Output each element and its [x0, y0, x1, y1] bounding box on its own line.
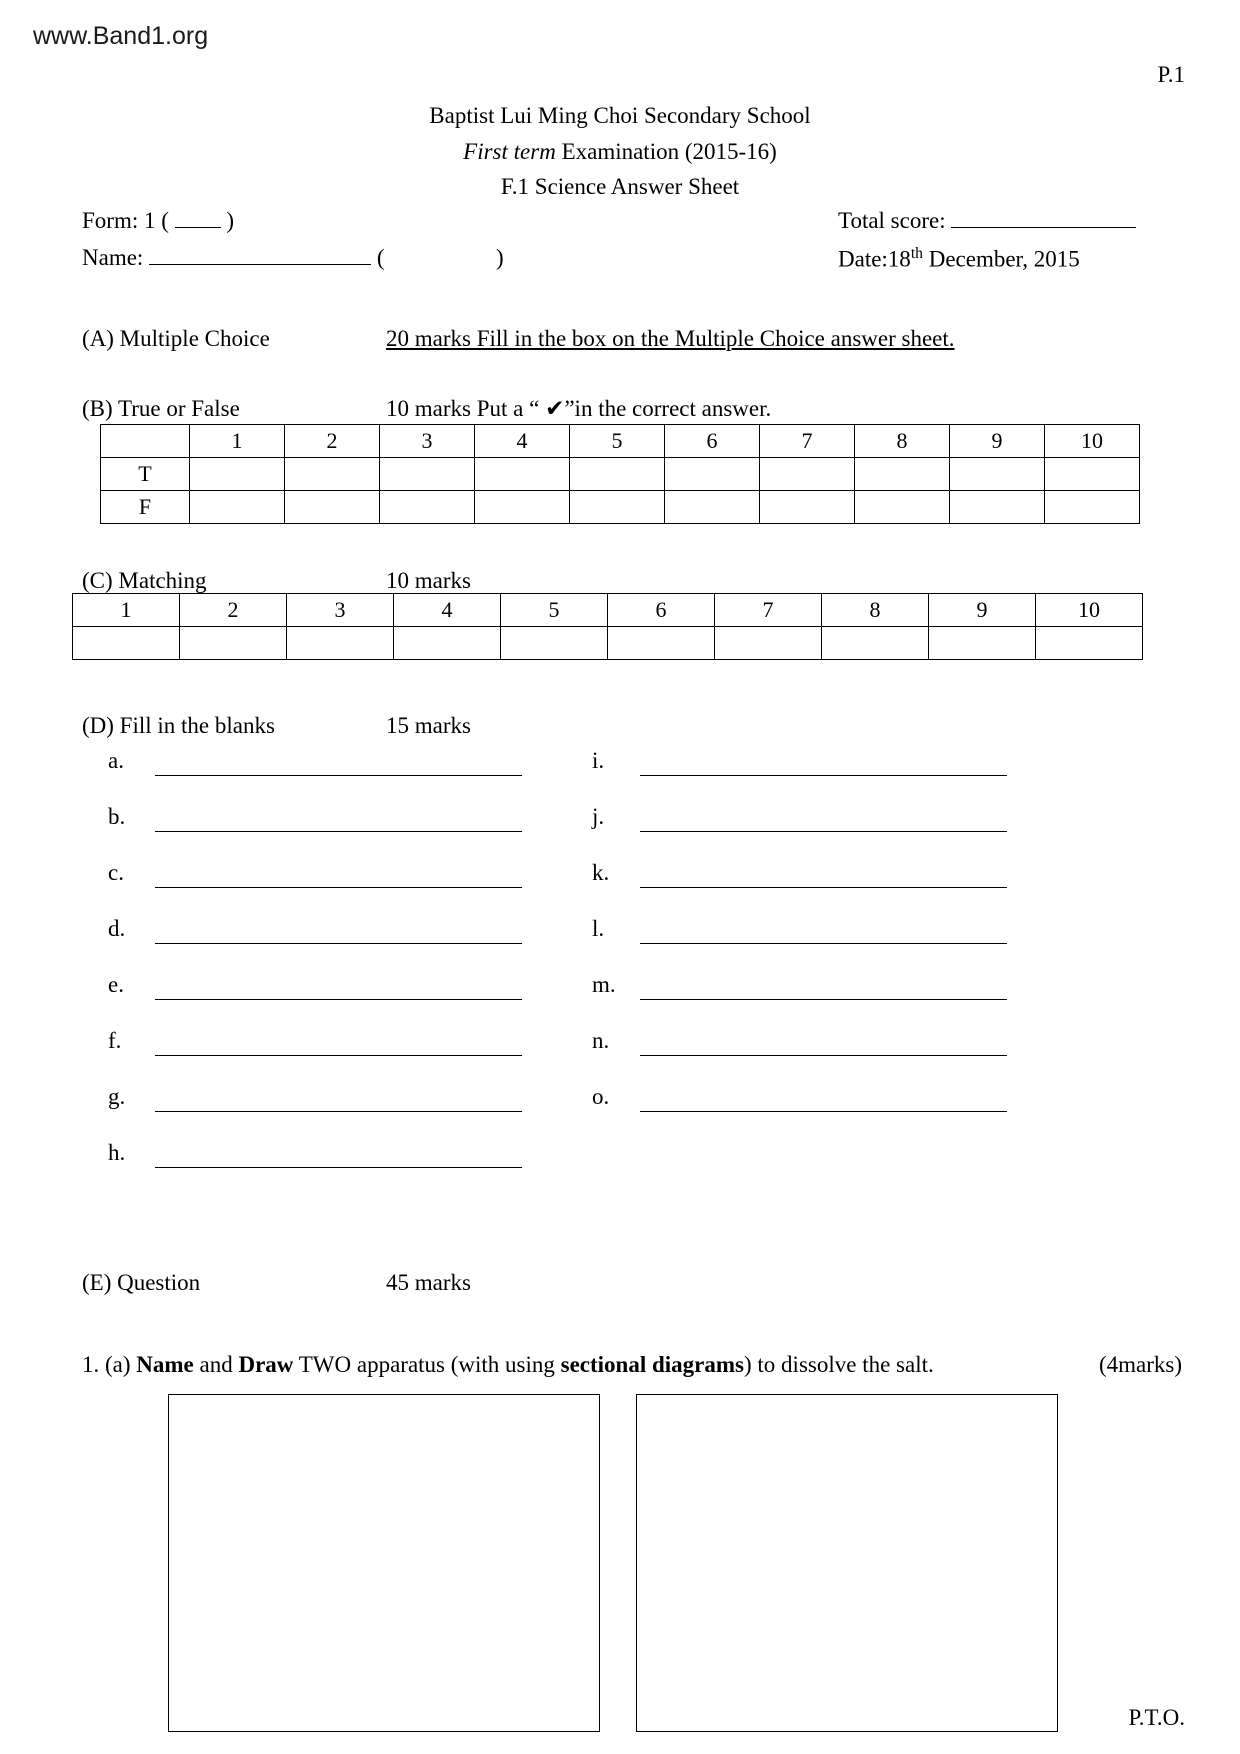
tf-cell-f-9[interactable] [950, 491, 1045, 524]
section-b-marks-prefix: 10 marks Put a “ [386, 396, 546, 421]
exam-name [0, 134, 1240, 170]
answer-drawing-box-left[interactable] [168, 1394, 600, 1732]
section-b-marks-suffix: ”in the correct answer. [564, 396, 772, 421]
match-cell-1[interactable] [73, 627, 180, 660]
tf-cell-t-6[interactable] [665, 458, 760, 491]
blank-input-l[interactable] [640, 943, 1007, 944]
table-row-true [101, 458, 1140, 491]
blank-label-h: h. [108, 1140, 126, 1165]
tf-cell-t-10[interactable] [1045, 458, 1140, 491]
school-name: Baptist Lui Ming Choi Secondary School [429, 103, 811, 128]
name-bracket-open: ( [376, 245, 385, 270]
answer-drawing-box-right[interactable] [636, 1394, 1058, 1732]
question-1a-bold-name: Name [136, 1352, 194, 1377]
list-item [0, 972, 1240, 1028]
list-item [0, 748, 1240, 804]
blank-input-d[interactable] [155, 943, 522, 944]
total-score-label: Total score: [838, 208, 946, 233]
table-row-answers [73, 627, 1143, 660]
list-item [0, 860, 1240, 916]
blank-label-f: f. [108, 1028, 122, 1053]
list-item [0, 1140, 1240, 1196]
fill-in-blanks-list [0, 748, 1240, 1196]
tf-cell-f-1[interactable] [190, 491, 285, 524]
tf-cell-t-9[interactable] [950, 458, 1045, 491]
match-col-8: 8 [822, 594, 929, 627]
matching-table[interactable] [72, 593, 1143, 660]
section-b-marks [386, 396, 771, 422]
tf-cell-f-6[interactable] [665, 491, 760, 524]
exam-year: Examination (2015-16) [555, 138, 777, 164]
blank-label-l: l. [592, 916, 605, 941]
tf-cell-f-3[interactable] [380, 491, 475, 524]
question-1a-mid1: and [193, 1352, 239, 1377]
list-item [0, 804, 1240, 860]
match-col-4: 4 [394, 594, 501, 627]
true-false-table[interactable] [100, 424, 1140, 524]
pto-footer: P.T.O. [1128, 1705, 1185, 1730]
blank-input-b[interactable] [155, 831, 522, 832]
blank-input-a[interactable] [155, 775, 522, 776]
blank-label-i: i. [592, 748, 605, 773]
subject-title: F.1 Science Answer Sheet [500, 174, 740, 200]
blank-label-a: a. [108, 748, 124, 773]
tf-row-label-t: T [101, 458, 190, 491]
blank-input-c[interactable] [155, 887, 522, 888]
document-title-block [0, 98, 1240, 205]
student-meta-block [0, 208, 1240, 282]
date-label: Date:18 [838, 246, 911, 272]
blank-input-f[interactable] [155, 1055, 522, 1056]
tf-col-7: 7 [760, 425, 855, 458]
name-bracket-close: ) [495, 245, 504, 270]
blank-label-b: b. [108, 804, 126, 829]
section-c-label: (C) Matching [82, 568, 207, 593]
exam-term: First term [463, 138, 556, 164]
tf-col-4: 4 [475, 425, 570, 458]
tf-col-10: 10 [1045, 425, 1140, 458]
match-cell-10[interactable] [1036, 627, 1143, 660]
form-class-blank[interactable] [175, 210, 221, 228]
tf-col-8: 8 [855, 425, 950, 458]
tf-cell-f-10[interactable] [1045, 491, 1140, 524]
tf-cell-t-7[interactable] [760, 458, 855, 491]
match-cell-4[interactable] [394, 627, 501, 660]
match-col-6: 6 [608, 594, 715, 627]
section-c-marks: 10 marks [386, 568, 471, 593]
form-label: Form: 1 ( [82, 208, 169, 233]
section-e-label: (E) Question [82, 1270, 201, 1295]
site-watermark: www.Band1.org [33, 22, 209, 50]
match-cell-5[interactable] [501, 627, 608, 660]
tf-cell-t-2[interactable] [285, 458, 380, 491]
tf-cell-t-8[interactable] [855, 458, 950, 491]
tf-cell-f-7[interactable] [760, 491, 855, 524]
table-row-false [101, 491, 1140, 524]
name-blank[interactable] [149, 247, 371, 265]
blank-input-i[interactable] [640, 775, 1007, 776]
blank-label-d: d. [108, 916, 126, 941]
section-a-label: (A) Multiple Choice [82, 326, 270, 351]
tf-cell-f-5[interactable] [570, 491, 665, 524]
total-score-blank[interactable] [951, 210, 1136, 228]
name-field[interactable] [82, 245, 504, 271]
blank-input-n[interactable] [640, 1055, 1007, 1056]
tf-cell-t-5[interactable] [570, 458, 665, 491]
tf-corner-cell [101, 425, 190, 458]
match-col-1: 1 [73, 594, 180, 627]
blank-input-g[interactable] [155, 1111, 522, 1112]
page-number: P.1 [1157, 62, 1185, 87]
total-score-field[interactable] [838, 208, 1136, 234]
form-field[interactable] [82, 208, 234, 234]
section-b-label: (B) True or False [82, 396, 240, 421]
match-col-5: 5 [501, 594, 608, 627]
tf-cell-t-3[interactable] [380, 458, 475, 491]
blank-label-e: e. [108, 972, 124, 997]
question-1a-marks: (4marks) [1098, 1352, 1182, 1377]
question-1a-bold-sectional: sectional diagrams [560, 1352, 744, 1377]
blank-input-k[interactable] [640, 887, 1007, 888]
blank-label-n: n. [592, 1028, 610, 1053]
match-col-2: 2 [180, 594, 287, 627]
name-label: Name: [82, 245, 144, 270]
match-col-9: 9 [929, 594, 1036, 627]
tf-col-1: 1 [190, 425, 285, 458]
list-item [0, 916, 1240, 972]
blank-label-c: c. [108, 860, 124, 885]
tf-cell-f-4[interactable] [475, 491, 570, 524]
match-cell-7[interactable] [715, 627, 822, 660]
question-1a-bold-draw: Draw [238, 1352, 294, 1377]
tf-cell-f-8[interactable] [855, 491, 950, 524]
tf-cell-t-1[interactable] [190, 458, 285, 491]
table-row-header [101, 425, 1140, 458]
tf-cell-t-4[interactable] [475, 458, 570, 491]
blank-label-o: o. [592, 1084, 610, 1109]
match-col-3: 3 [287, 594, 394, 627]
match-col-10: 10 [1036, 594, 1143, 627]
blank-input-m[interactable] [640, 999, 1007, 1000]
meta-row-name [0, 245, 1240, 282]
list-item [0, 1084, 1240, 1140]
section-d-label: (D) Fill in the blanks [82, 713, 275, 738]
table-row-header [73, 594, 1143, 627]
question-1a-mid3: ) to dissolve the salt. [744, 1352, 934, 1377]
blank-input-e[interactable] [155, 999, 522, 1000]
match-cell-8[interactable] [822, 627, 929, 660]
section-d-marks: 15 marks [386, 713, 471, 738]
tf-col-2: 2 [285, 425, 380, 458]
form-close-paren: ) [226, 208, 235, 233]
date-field [838, 245, 1080, 273]
blank-input-o[interactable] [640, 1111, 1007, 1112]
question-1a [82, 1352, 1182, 1378]
tf-row-label-f: F [101, 491, 190, 524]
tf-cell-f-2[interactable] [285, 491, 380, 524]
match-cell-6[interactable] [608, 627, 715, 660]
match-cell-3[interactable] [287, 627, 394, 660]
blank-label-g: g. [108, 1084, 126, 1109]
tf-col-9: 9 [950, 425, 1045, 458]
tf-col-6: 6 [665, 425, 760, 458]
match-col-7: 7 [715, 594, 822, 627]
tf-col-5: 5 [570, 425, 665, 458]
blank-input-h[interactable] [155, 1167, 522, 1168]
blank-input-j[interactable] [640, 831, 1007, 832]
date-rest: December, 2015 [922, 246, 1080, 272]
blank-label-k: k. [592, 860, 610, 885]
blank-label-j: j. [592, 804, 605, 829]
tf-col-3: 3 [380, 425, 475, 458]
question-1a-mid2: TWO apparatus (with using [293, 1352, 561, 1377]
meta-row-form [0, 208, 1240, 245]
section-a-marks: 20 marks Fill in the box on the Multiple Choice answer sheet. [386, 326, 955, 351]
section-e-marks: 45 marks [386, 1270, 471, 1295]
class-number-blank[interactable] [390, 248, 490, 265]
list-item [0, 1028, 1240, 1084]
question-1a-number: 1. (a) [82, 1352, 137, 1377]
date-ordinal-suffix: th [910, 245, 923, 262]
blank-label-m: m. [592, 972, 616, 997]
match-cell-9[interactable] [929, 627, 1036, 660]
check-icon: ✔ [545, 396, 565, 422]
match-cell-2[interactable] [180, 627, 287, 660]
